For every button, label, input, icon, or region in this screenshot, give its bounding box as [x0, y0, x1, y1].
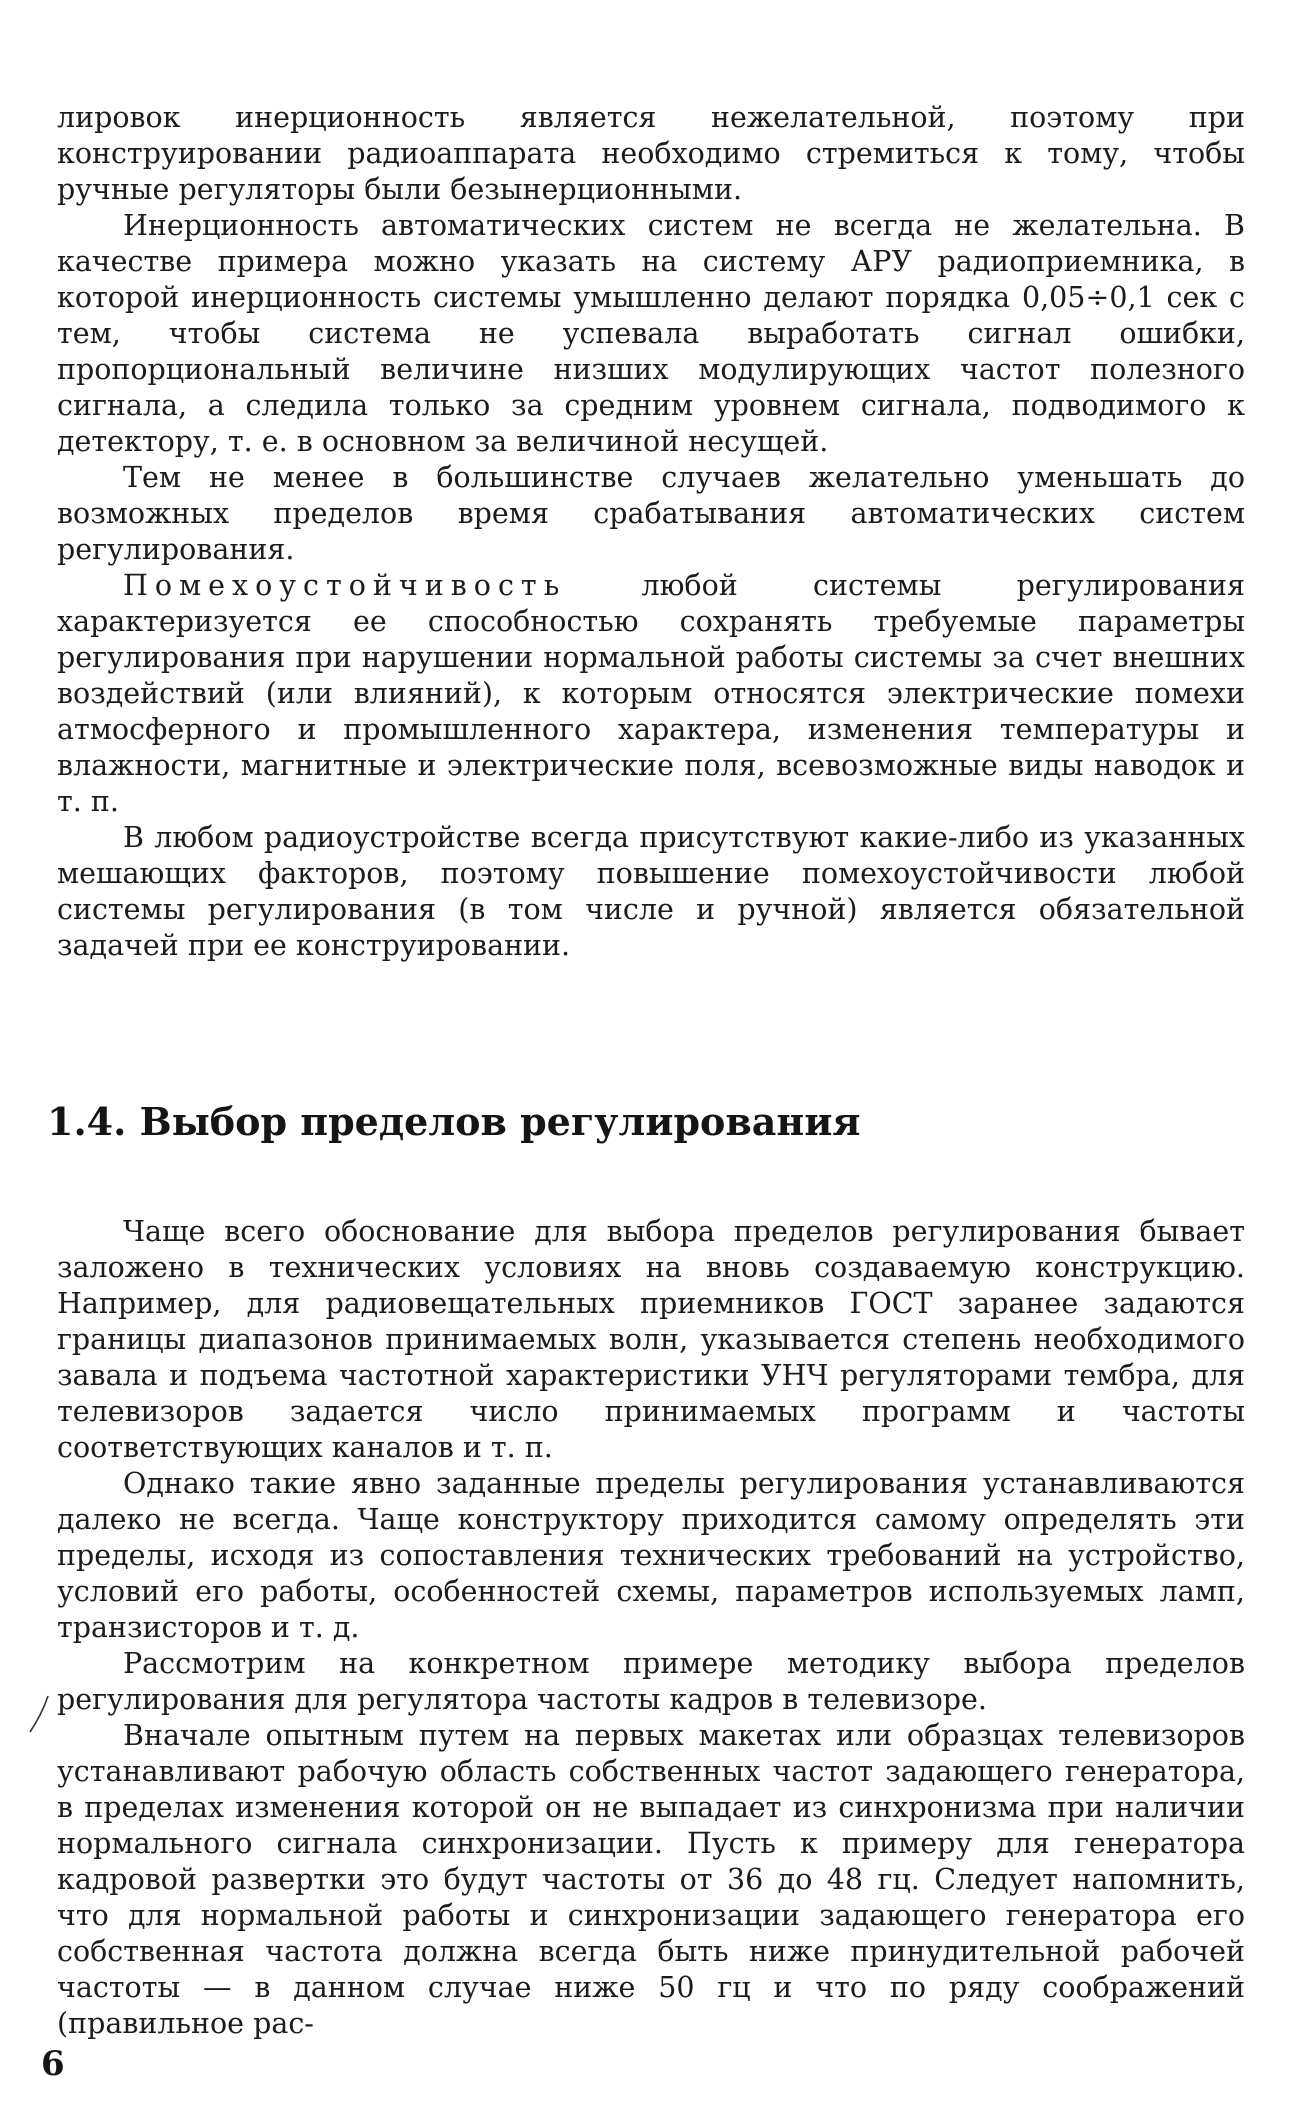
- paragraph-noise-immunity: [57, 568, 1245, 820]
- paragraph-frame-generator: Вначале опытным путем на первых макетах или образцах телевизоров устанавливают рабочую область собственных частот задающего генератора, в пределах изменения которой он не выпадает из синхронизма при наличии нормального сигнала синхронизации. Пусть к примеру для генератора кадровой развертки это будут частоты от 36 до 48 гц. Следует напомнить, что для нормальной работы и синхронизации задающего генератора его собственная частота должна всегда быть ниже принудительной рабочей частоты — в данном случае ниже 50 гц и что по ряду соображений (правильное рас-: [57, 1719, 1245, 2040]
- paragraph-technical-conditions: Чаще всего обоснование для выбора пределов регулирования бывает заложено в технических условиях на вновь создаваемую конструкцию. Например, для радиовещательных приемников ГОСТ заранее задаются границы диапазонов принимаемых волн, указывается степень необходимого завала и подъема частотной характеристики УНЧ регуляторами тембра, для телевизоров задается число принимаемых программ и частоты соответствующих каналов и т. п.: [57, 1215, 1245, 1464]
- noise-immunity-text: любой системы регулирования характеризуется ее способностью сохранять требуемые параметры регулирования при нарушении нормальной работы системы за счет внешних воздействий (или влияний), к которым относятся электрические помехи атмосферного и промышленного характера, изменения температуры и влажности, магнитные и электрические поля, всевозможные виды наводок и т. п.: [57, 569, 1245, 818]
- term-noise-immunity: Помехоустойчивость: [123, 569, 567, 602]
- section-heading: 1.4. Выбор пределов регулирования: [47, 1099, 861, 1144]
- page-number: 6: [41, 2044, 65, 2084]
- paragraph-continuation: лировок инерционность является нежелательной, поэтому при конструировании радиоаппарата необходимо стремиться к тому, чтобы ручные регуляторы были безынерционными.: [57, 101, 1245, 206]
- paragraph-example-intro: Рассмотрим на конкретном примере методику выбора пределов регулирования для регулятора частоты кадров в телевизоре.: [57, 1647, 1245, 1716]
- paragraph-interference-factors: В любом радиоустройстве всегда присутствуют какие-либо из указанных мешающих факторов, поэтому повышение помехоустойчивости любой системы регулирования (в том числе и ручной) является обязательной задачей при ее конструировании.: [57, 821, 1245, 962]
- paragraph-inertia: Инерционность автоматических систем не всегда не желательна. В качестве примера можно указать на систему АРУ радиоприемника, в которой инерционность системы умышленно делают порядка 0,05÷0,1 сек с тем, чтобы система не успевала выработать сигнал ошибки, пропорциональный величине низших модулирующих частот полезного сигнала, а следила только за средним уровнем сигнала, подводимого к детектору, т. е. в основном за величиной несущей.: [57, 209, 1245, 458]
- pen-mark-icon: [28, 1694, 50, 1734]
- top-text-block: [57, 100, 1245, 964]
- paragraph-response-time: Тем не менее в большинстве случаев желательно уменьшать до возможных пределов время срабатывания автоматических систем регулирования.: [57, 461, 1245, 566]
- paragraph-designer-limits: Однако такие явно заданные пределы регулирования устанавливаются далеко не всегда. Чаще конструктору приходится самому определять эти пределы, исходя из сопоставления технических требований на устройство, условий его работы, особенностей схемы, параметров используемых ламп, транзисторов и т. д.: [57, 1467, 1245, 1644]
- bottom-text-block: [57, 1214, 1245, 2042]
